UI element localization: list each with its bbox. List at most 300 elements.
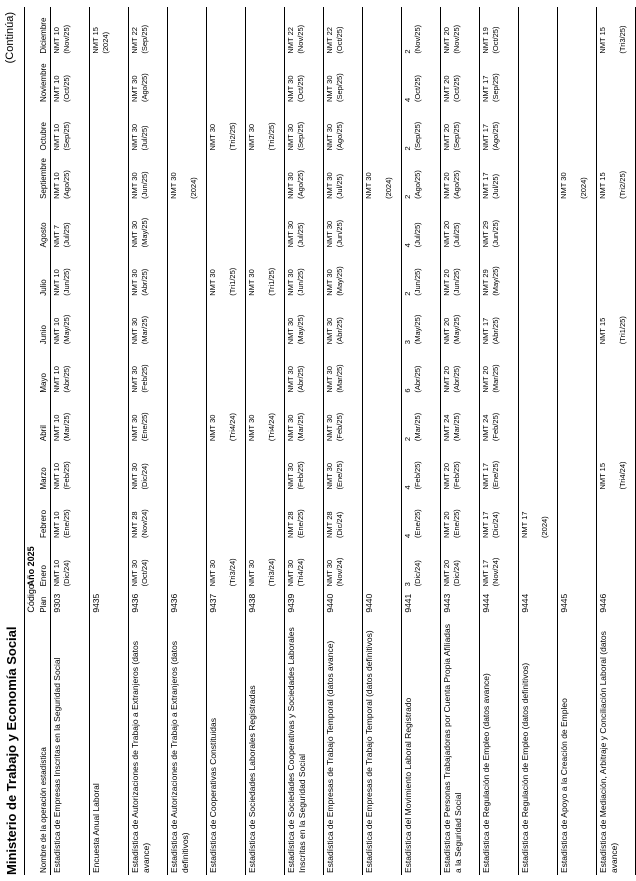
cell-period: (May/25) <box>491 266 500 296</box>
cell-value: NMT 20 <box>442 269 451 296</box>
cell-period: (Mar/25) <box>413 412 422 442</box>
cell-value: 4 <box>403 485 412 490</box>
month-cell <box>285 56 324 104</box>
cell-value: 2 <box>403 194 412 199</box>
month-cell <box>480 492 519 540</box>
month-cell <box>51 56 90 104</box>
cell-value: 2 <box>403 436 412 442</box>
cell-period: (Jul/25) <box>296 222 305 248</box>
cell-value: NMT 30 <box>325 172 334 199</box>
plan-code: 9303 <box>51 588 90 614</box>
operation-name: Estadística de Cooperativas Constituidas <box>207 615 246 875</box>
cell-value: NMT 30 <box>325 559 334 587</box>
month-cell <box>558 104 597 152</box>
cell-period: (Ago/25) <box>413 170 422 199</box>
cell-period: (Tri4/24) <box>296 558 305 587</box>
table-row <box>597 7 636 875</box>
cell-value: NMT 15 <box>598 172 607 199</box>
month-cell <box>285 395 324 443</box>
cell-period: (Sep/25) <box>140 24 149 54</box>
month-cell <box>90 201 129 249</box>
month-cell <box>90 152 129 200</box>
cell-period: (Tri3/24) <box>267 558 276 587</box>
cell-period <box>374 154 384 198</box>
cell-value: NMT 10 <box>52 75 61 103</box>
month-cell <box>285 7 324 56</box>
month-cell <box>558 7 597 56</box>
cell-value: NMT 30 <box>286 317 295 345</box>
month-cell <box>324 540 363 588</box>
cell-value: NMT 29 <box>481 269 490 296</box>
month-cell <box>480 395 519 443</box>
cell-value: NMT 10 <box>52 511 61 538</box>
cell-value: NMT 30 <box>130 317 139 345</box>
month-cell <box>285 249 324 297</box>
month-cell <box>285 346 324 394</box>
cell-period: (Sep/25) <box>62 121 71 151</box>
month-cell <box>129 249 168 297</box>
table-row <box>285 7 324 875</box>
cell-period: (Feb/25) <box>413 461 422 490</box>
cell-period: (Jun/25) <box>335 219 344 248</box>
month-cell <box>441 249 480 297</box>
cell-period: (Oct/25) <box>296 74 305 103</box>
cell-value: NMT 20 <box>442 559 451 587</box>
cell-period: (Feb/25) <box>452 461 461 490</box>
table-row <box>168 7 207 875</box>
cell-value: NMT 20 <box>442 220 451 248</box>
month-cell <box>441 492 480 540</box>
month-cell <box>597 249 636 297</box>
cell-period: (2024) <box>384 177 393 199</box>
month-cell <box>480 540 519 588</box>
cell-value: NMT 30 <box>208 559 217 587</box>
cell-value: NMT 30 <box>130 414 139 442</box>
cell-period: (Jul/25) <box>413 222 422 248</box>
month-cell <box>402 7 441 56</box>
month-cell <box>324 7 363 56</box>
month-cell <box>129 104 168 152</box>
cell-period <box>257 542 267 586</box>
month-cell <box>480 56 519 104</box>
cell-period: (Dic/24) <box>491 511 500 538</box>
cell-period: (Oct/25) <box>62 74 71 103</box>
plan-code: 9436 <box>129 588 168 614</box>
table-row <box>363 7 402 875</box>
month-cell <box>168 540 207 588</box>
cell-value: NMT 30 <box>247 414 256 442</box>
month-cell <box>519 201 558 249</box>
month-cell <box>480 201 519 249</box>
plan-code: 9444 <box>480 588 519 614</box>
cell-value: NMT 24 <box>481 414 490 442</box>
operation-name: Encuesta Anual Laboral <box>90 615 129 875</box>
cell-value: NMT 29 <box>481 220 490 248</box>
plan-code: 9445 <box>558 588 597 614</box>
cell-period: (Jun/25) <box>62 268 71 296</box>
month-cell <box>597 56 636 104</box>
cell-period: (May/25) <box>296 314 305 345</box>
cell-period: (Ago/25) <box>452 170 461 199</box>
month-cell <box>402 298 441 346</box>
operation-name: Estadística de Apoyo a la Creación de Empleo <box>558 615 597 875</box>
month-cell <box>51 443 90 491</box>
month-cell <box>363 249 402 297</box>
plan-code: 9444 <box>519 588 558 614</box>
month-cell <box>402 540 441 588</box>
cell-value: NMT 20 <box>442 317 451 345</box>
cell-value: NMT 10 <box>52 27 61 54</box>
cell-period: (2024) <box>540 516 549 538</box>
month-cell <box>402 443 441 491</box>
month-cell <box>597 7 636 56</box>
cell-period: (Sep/25) <box>413 121 422 151</box>
cell-period: (Tri4/24) <box>618 461 627 490</box>
month-cell <box>363 346 402 394</box>
cell-period <box>218 251 228 295</box>
month-cell <box>168 56 207 104</box>
month-cell <box>402 56 441 104</box>
operation-name: Estadística de Sociedades Cooperativas y Sociedades Laborales Inscritas en la Seguridad Social <box>285 615 324 875</box>
cell-value: NMT 30 <box>559 172 568 199</box>
cell-value: 2 <box>403 146 412 151</box>
header-month: Julio <box>38 249 51 297</box>
cell-value: NMT 30 <box>325 463 334 490</box>
month-cell <box>246 492 285 540</box>
cell-value: NMT 30 <box>286 75 295 103</box>
month-cell <box>519 443 558 491</box>
month-cell <box>519 492 558 540</box>
cell-period: (2024) <box>579 177 588 199</box>
plan-code: 9439 <box>285 588 324 614</box>
cell-period: (Oct/25) <box>335 26 344 54</box>
cell-period: (Feb/25) <box>140 364 149 393</box>
operation-name: Estadística de Regulación de Empleo (datos definitivos) <box>519 615 558 875</box>
month-cell <box>285 492 324 540</box>
cell-value: NMT 20 <box>442 27 451 54</box>
cell-value: NMT 10 <box>52 317 61 345</box>
month-cell <box>285 443 324 491</box>
cell-period: (Oct/24) <box>140 559 149 587</box>
cell-period: (Abr/25) <box>335 317 344 345</box>
month-cell <box>402 152 441 200</box>
cell-period: (Jun/25) <box>413 268 422 296</box>
month-cell <box>90 249 129 297</box>
cell-value: 3 <box>403 582 412 587</box>
cell-value: NMT 30 <box>130 220 139 248</box>
table-row <box>246 7 285 875</box>
month-cell <box>597 540 636 588</box>
cell-period: (Mar/25) <box>491 364 500 393</box>
month-cell <box>129 492 168 540</box>
cell-value: 4 <box>403 533 412 538</box>
header-month: Mayo <box>38 346 51 394</box>
cell-value: NMT 10 <box>52 172 61 199</box>
cell-period <box>608 154 618 198</box>
cell-value: NMT 17 <box>481 559 490 587</box>
month-cell <box>246 152 285 200</box>
cell-period: (Abr/25) <box>140 268 149 296</box>
cell-period: (Jul/25) <box>140 125 149 151</box>
header-month: Junio <box>38 298 51 346</box>
cell-value: NMT 17 <box>481 172 490 199</box>
cell-period: (May/25) <box>140 217 149 248</box>
header-month: Enero <box>38 540 51 588</box>
cell-value: NMT 15 <box>91 27 100 54</box>
month-cell <box>324 395 363 443</box>
cell-period: (Ago/25) <box>491 121 500 151</box>
cell-period: (Ene/25) <box>335 460 344 490</box>
calendar-table <box>24 7 636 875</box>
cell-period: (May/25) <box>62 314 71 345</box>
month-cell <box>441 346 480 394</box>
cell-period: (2024) <box>189 177 198 199</box>
cell-value: NMT 20 <box>442 463 451 490</box>
month-cell <box>168 104 207 152</box>
cell-period: (Ene/25) <box>62 509 71 538</box>
month-cell <box>90 104 129 152</box>
cell-value: NMT 30 <box>325 75 334 103</box>
month-cell <box>246 104 285 152</box>
month-cell <box>90 7 129 56</box>
cell-value: NMT 30 <box>286 172 295 199</box>
month-cell <box>129 201 168 249</box>
cell-value: NMT 30 <box>286 269 295 296</box>
cell-value: NMT 30 <box>286 559 295 587</box>
cell-value: 3 <box>403 340 412 345</box>
month-cell <box>558 492 597 540</box>
month-cell <box>324 249 363 297</box>
cell-period: (Jun/25) <box>296 268 305 296</box>
month-cell <box>246 346 285 394</box>
cell-value: NMT 17 <box>481 75 490 103</box>
month-cell <box>168 7 207 56</box>
cell-period: (Tri4/24) <box>267 413 276 442</box>
month-cell <box>441 395 480 443</box>
month-cell <box>519 346 558 394</box>
month-cell <box>363 152 402 200</box>
cell-value: NMT 10 <box>52 463 61 490</box>
month-cell <box>129 443 168 491</box>
cell-value: NMT 10 <box>52 414 61 442</box>
month-cell <box>519 249 558 297</box>
month-cell <box>51 492 90 540</box>
month-cell <box>558 346 597 394</box>
cell-period: (May/25) <box>413 314 422 345</box>
cell-period: (Jul/25) <box>491 173 500 199</box>
month-cell <box>558 56 597 104</box>
month-cell <box>363 104 402 152</box>
cell-value: NMT 28 <box>325 511 334 538</box>
month-cell <box>129 395 168 443</box>
cell-value: NMT 17 <box>481 123 490 151</box>
month-cell <box>363 298 402 346</box>
month-cell <box>207 298 246 346</box>
month-cell <box>480 346 519 394</box>
month-cell <box>129 7 168 56</box>
cell-period: (Tri1/25) <box>267 267 276 296</box>
cell-period: (Feb/25) <box>491 412 500 442</box>
header-month: Agosto <box>38 201 51 249</box>
cell-period: (Nov/24) <box>491 557 500 587</box>
cell-value: NMT 30 <box>286 463 295 490</box>
cell-value: NMT 20 <box>442 172 451 199</box>
cell-period <box>530 494 540 538</box>
month-cell <box>246 201 285 249</box>
month-cell <box>285 540 324 588</box>
cell-period <box>218 397 228 441</box>
header-month: Diciembre <box>38 7 51 56</box>
operation-name: Estadística de Regulación de Empleo (datos avance) <box>480 615 519 875</box>
month-cell <box>246 56 285 104</box>
operation-name: Estadística de Empresas de Trabajo Temporal (datos avance) <box>324 615 363 875</box>
cell-value: NMT 10 <box>52 559 61 587</box>
cell-period: (Tri3/25) <box>618 25 627 54</box>
cell-value: NMT 30 <box>286 123 295 151</box>
cell-period: (Jun/25) <box>140 171 149 199</box>
cell-value: NMT 15 <box>598 27 607 54</box>
plan-code: 9446 <box>597 588 636 614</box>
cell-period: (May/25) <box>452 314 461 345</box>
cell-value: NMT 30 <box>364 172 373 199</box>
month-cell <box>129 152 168 200</box>
header-code-l2: Plan <box>38 588 51 614</box>
month-cell <box>246 540 285 588</box>
month-cell <box>597 152 636 200</box>
month-cell <box>129 540 168 588</box>
cell-period <box>569 154 579 198</box>
header-month: Septiembre <box>38 152 51 200</box>
ministry-title: Ministerio de Trabajo y Economía Social <box>4 626 19 875</box>
cell-period: (Tri1/25) <box>618 316 627 345</box>
month-cell <box>246 443 285 491</box>
month-cell <box>441 104 480 152</box>
cell-value: 6 <box>403 388 412 393</box>
month-cell <box>402 492 441 540</box>
month-cell <box>480 104 519 152</box>
cell-period: (Dic/24) <box>413 560 422 587</box>
operation-name: Estadística de Sociedades Laborales Registradas <box>246 615 285 875</box>
month-cell <box>363 201 402 249</box>
cell-period: (Nov/25) <box>62 24 71 54</box>
table-row <box>90 7 129 875</box>
table-row <box>402 7 441 875</box>
month-cell <box>402 346 441 394</box>
cell-period: (May/25) <box>335 266 344 296</box>
month-cell <box>597 395 636 443</box>
cell-period: (Abr/25) <box>413 365 422 393</box>
cell-period: (Dic/24) <box>140 463 149 490</box>
cell-period: (Dic/24) <box>335 511 344 538</box>
cell-period: (Abr/25) <box>62 365 71 393</box>
cell-period: (Mar/25) <box>62 412 71 442</box>
cell-period: (Nov/25) <box>452 24 461 54</box>
month-cell <box>168 152 207 200</box>
month-cell <box>402 395 441 443</box>
header-month: Marzo <box>38 443 51 491</box>
plan-code: 9440 <box>363 588 402 614</box>
cell-period <box>218 542 228 586</box>
month-cell <box>207 104 246 152</box>
month-cell <box>207 443 246 491</box>
cell-period: (Mar/25) <box>296 412 305 442</box>
month-cell <box>324 104 363 152</box>
cell-period: (Feb/25) <box>296 461 305 490</box>
table-row <box>519 7 558 875</box>
cell-period <box>608 9 618 54</box>
month-cell <box>363 56 402 104</box>
month-cell <box>519 540 558 588</box>
month-cell <box>90 540 129 588</box>
cell-value: NMT 17 <box>481 511 490 538</box>
month-cell <box>519 56 558 104</box>
month-cell <box>480 152 519 200</box>
month-cell <box>597 298 636 346</box>
cell-value: NMT 22 <box>130 27 139 54</box>
cell-value: NMT 10 <box>52 269 61 296</box>
month-cell <box>51 395 90 443</box>
table-row <box>51 7 90 875</box>
cell-period: (Tri2/25) <box>618 170 627 199</box>
month-cell <box>597 443 636 491</box>
month-cell <box>129 298 168 346</box>
cell-period <box>608 300 618 344</box>
cell-period: (Mar/25) <box>140 315 149 345</box>
month-cell <box>480 249 519 297</box>
month-cell <box>597 346 636 394</box>
cell-period: (Jul/25) <box>62 222 71 248</box>
month-cell <box>285 201 324 249</box>
month-cell <box>441 540 480 588</box>
month-cell <box>51 249 90 297</box>
cell-period: (Sep/25) <box>335 73 344 103</box>
cell-value: NMT 30 <box>325 414 334 442</box>
cell-value: NMT 30 <box>325 366 334 393</box>
month-cell <box>480 7 519 56</box>
cell-period: (Feb/25) <box>335 412 344 442</box>
month-cell <box>519 7 558 56</box>
month-cell <box>519 104 558 152</box>
month-cell <box>207 346 246 394</box>
month-cell <box>207 7 246 56</box>
cell-value: NMT 30 <box>325 123 334 151</box>
cell-value: NMT 20 <box>442 75 451 103</box>
cell-period: (Ago/25) <box>140 73 149 103</box>
operation-name: Estadística de Autorizaciones de Trabajo a Extranjeros (datos definitivos) <box>168 615 207 875</box>
header-month: Noviembre <box>38 56 51 104</box>
cell-value: NMT 28 <box>286 511 295 538</box>
cell-period: (Tri4/24) <box>228 413 237 442</box>
cell-period: (Ene/25) <box>296 509 305 538</box>
month-cell <box>597 492 636 540</box>
month-cell <box>519 395 558 443</box>
month-cell <box>168 346 207 394</box>
continued-note: (Continúa) <box>4 12 16 64</box>
cell-period: (Ene/25) <box>413 509 422 538</box>
cell-period <box>218 106 228 150</box>
month-cell <box>480 443 519 491</box>
month-cell <box>558 298 597 346</box>
month-cell <box>51 104 90 152</box>
month-cell <box>168 298 207 346</box>
cell-value: NMT 30 <box>247 559 256 587</box>
month-cell <box>558 443 597 491</box>
cell-period: (Oct/25) <box>413 74 422 103</box>
cell-value: 4 <box>403 97 412 103</box>
month-cell <box>129 56 168 104</box>
month-cell <box>207 492 246 540</box>
cell-value: NMT 24 <box>442 414 451 442</box>
